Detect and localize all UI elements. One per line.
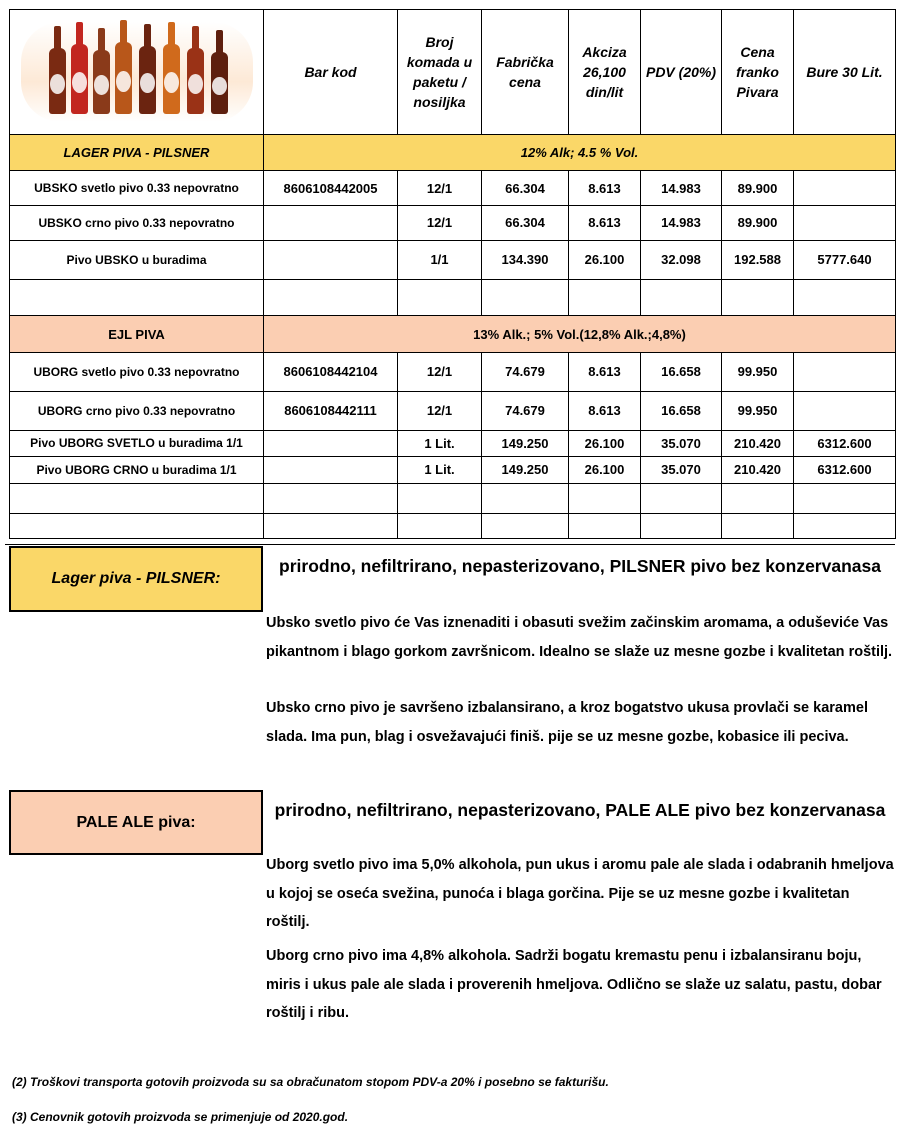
empty-cell [264,483,398,514]
table-row [10,171,896,206]
brewery-price: 99.950 [722,353,794,392]
brewery-price: 89.900 [722,206,794,241]
table-row [10,240,896,279]
footnote-transport: (2) Troškovi transporta gotovih proizvoda su sa obračunatom stopom PDV-a 20% i posebno se fakturišu. [12,1075,609,1089]
pack-size: 12/1 [398,171,482,206]
empty-cell [722,514,794,539]
ale-category-row [10,316,896,353]
pack-size: 12/1 [398,391,482,430]
keg-price [794,391,896,430]
excise: 8.613 [569,391,641,430]
product-name: UBORG crno pivo 0.33 nepovratno [10,391,264,430]
ale-paragraph-1: Uborg svetlo pivo ima 5,0% alkohola, pun ukus i aromu pale ale slada i odabranih hmeljova u kojoj se oseća svežina, punoća i blaga gorčina. Pije se uz mesne gozbe i kvalitetan roštilj. [266,857,894,930]
vat: 16.658 [641,353,722,392]
empty-cell [10,514,264,539]
barcode [264,430,398,457]
empty-cell [722,483,794,514]
keg-price [794,206,896,241]
keg-price: 6312.600 [794,457,896,484]
ale-paragraph-2: Uborg crno pivo ima 4,8% alkohola. Sadrži bogatu kremastu penu i izbalansiranu boju, miris i ukus pale ale slada i proverenih hmeljova. Odlično se slaže uz salatu, pastu, dobar roštilj i ribu. [266,948,882,1021]
empty-row [10,483,896,514]
pack-size: 1 Lit. [398,430,482,457]
barcode [264,206,398,241]
table-row [10,430,896,457]
empty-cell [482,483,569,514]
product-image-cell [10,10,264,135]
barcode: 8606108442104 [264,353,398,392]
lager-alcohol-spec: 12% Alk; 4.5 % Vol. [264,134,896,171]
excise: 26.100 [569,430,641,457]
empty-cell [641,514,722,539]
empty-cell [398,514,482,539]
empty-cell [794,279,896,316]
lager-category-label: LAGER PIVA - PILSNER [10,134,264,171]
factory-price: 149.250 [482,457,569,484]
table-row [10,457,896,484]
lager-description-title: prirodno, nefiltrirano, nepasterizovano, PILSNER pivo bez konzervanasa [279,556,881,576]
excise: 26.100 [569,240,641,279]
vat: 16.658 [641,391,722,430]
header-row [10,10,896,135]
header-keg: Bure 30 Lit. [794,10,896,135]
empty-cell [569,279,641,316]
keg-price: 5777.640 [794,240,896,279]
header-pack: Broj komada u paketu / nosiljka [398,10,482,135]
empty-row [10,514,896,539]
factory-price: 134.390 [482,240,569,279]
empty-cell [398,279,482,316]
table-row [10,206,896,241]
pack-size: 12/1 [398,353,482,392]
keg-price [794,353,896,392]
ale-category-label: EJL PIVA [10,316,264,353]
empty-cell [398,483,482,514]
empty-cell [794,483,896,514]
product-name: Pivo UBSKO u buradima [10,240,264,279]
ale-description-title: prirodno, nefiltrirano, nepasterizovano, PALE ALE pivo bez konzervanasa [274,800,886,820]
brewery-price: 210.420 [722,457,794,484]
excise: 8.613 [569,171,641,206]
lager-category-row [10,134,896,171]
product-name: Pivo UBORG CRNO u buradima 1/1 [10,457,264,484]
vat: 35.070 [641,457,722,484]
empty-cell [264,514,398,539]
factory-price: 74.679 [482,391,569,430]
header-vat: PDV (20%) [641,10,722,135]
empty-cell [569,514,641,539]
excise: 8.613 [569,206,641,241]
brewery-price: 99.950 [722,391,794,430]
factory-price: 66.304 [482,171,569,206]
vat: 35.070 [641,430,722,457]
pack-size: 12/1 [398,206,482,241]
keg-price [794,171,896,206]
product-name: UBORG svetlo pivo 0.33 nepovratno [10,353,264,392]
footnote-validity: (3) Cenovnik gotovih proizvoda se primenjuje od 2020.god. [12,1110,349,1124]
brewery-price: 89.900 [722,171,794,206]
vat: 14.983 [641,206,722,241]
barcode: 8606108442005 [264,171,398,206]
empty-cell [482,514,569,539]
pack-size: 1/1 [398,240,482,279]
empty-cell [264,279,398,316]
excise: 26.100 [569,457,641,484]
vat: 14.983 [641,171,722,206]
factory-price: 66.304 [482,206,569,241]
barcode: 8606108442111 [264,391,398,430]
table-row [10,353,896,392]
ale-category-box: PALE ALE piva: [9,790,263,855]
product-name: UBSKO svetlo pivo 0.33 nepovratno [10,171,264,206]
header-factory-price: Fabrička cena [482,10,569,135]
empty-cell [10,279,264,316]
excise: 8.613 [569,353,641,392]
header-excise: Akciza 26,100 din/lit [569,10,641,135]
factory-price: 74.679 [482,353,569,392]
empty-cell [569,483,641,514]
lager-category-box: Lager piva - PILSNER: [9,546,263,612]
ale-alcohol-spec: 13% Alk.; 5% Vol.(12,8% Alk.;4,8%) [264,316,896,353]
empty-cell [722,279,794,316]
table-row [10,391,896,430]
product-name: Pivo UBORG SVETLO u buradima 1/1 [10,430,264,457]
barcode [264,240,398,279]
product-name: UBSKO crno pivo 0.33 nepovratno [10,206,264,241]
keg-price: 6312.600 [794,430,896,457]
empty-cell [641,483,722,514]
beer-bottles-image [21,22,253,122]
header-brewery-price: Cena franko Pivara [722,10,794,135]
empty-row [10,279,896,316]
empty-cell [482,279,569,316]
factory-price: 149.250 [482,430,569,457]
table-bottom-rule [5,544,895,545]
barcode [264,457,398,484]
price-list-table [9,9,896,539]
vat: 32.098 [641,240,722,279]
pack-size: 1 Lit. [398,457,482,484]
lager-paragraph-1: Ubsko svetlo pivo će Vas iznenaditi i obasuti svežim začinskim aromama, a oduševiće Vas pikantnom i blago gorkom završnicom. Idealno se slaže uz mesne gozbe i kvalitetan roštilj. [266,615,893,660]
empty-cell [10,483,264,514]
empty-cell [641,279,722,316]
brewery-price: 210.420 [722,430,794,457]
brewery-price: 192.588 [722,240,794,279]
header-barcode: Bar kod [264,10,398,135]
lager-paragraph-2: Ubsko crno pivo je savršeno izbalansirano, a kroz bogatstvo ukusa provlači se karamel slada. Ima pun, blag i osvežavajući finiš. pije se uz mesne gozbe, kobasice ili peciva. [266,700,868,745]
empty-cell [794,514,896,539]
